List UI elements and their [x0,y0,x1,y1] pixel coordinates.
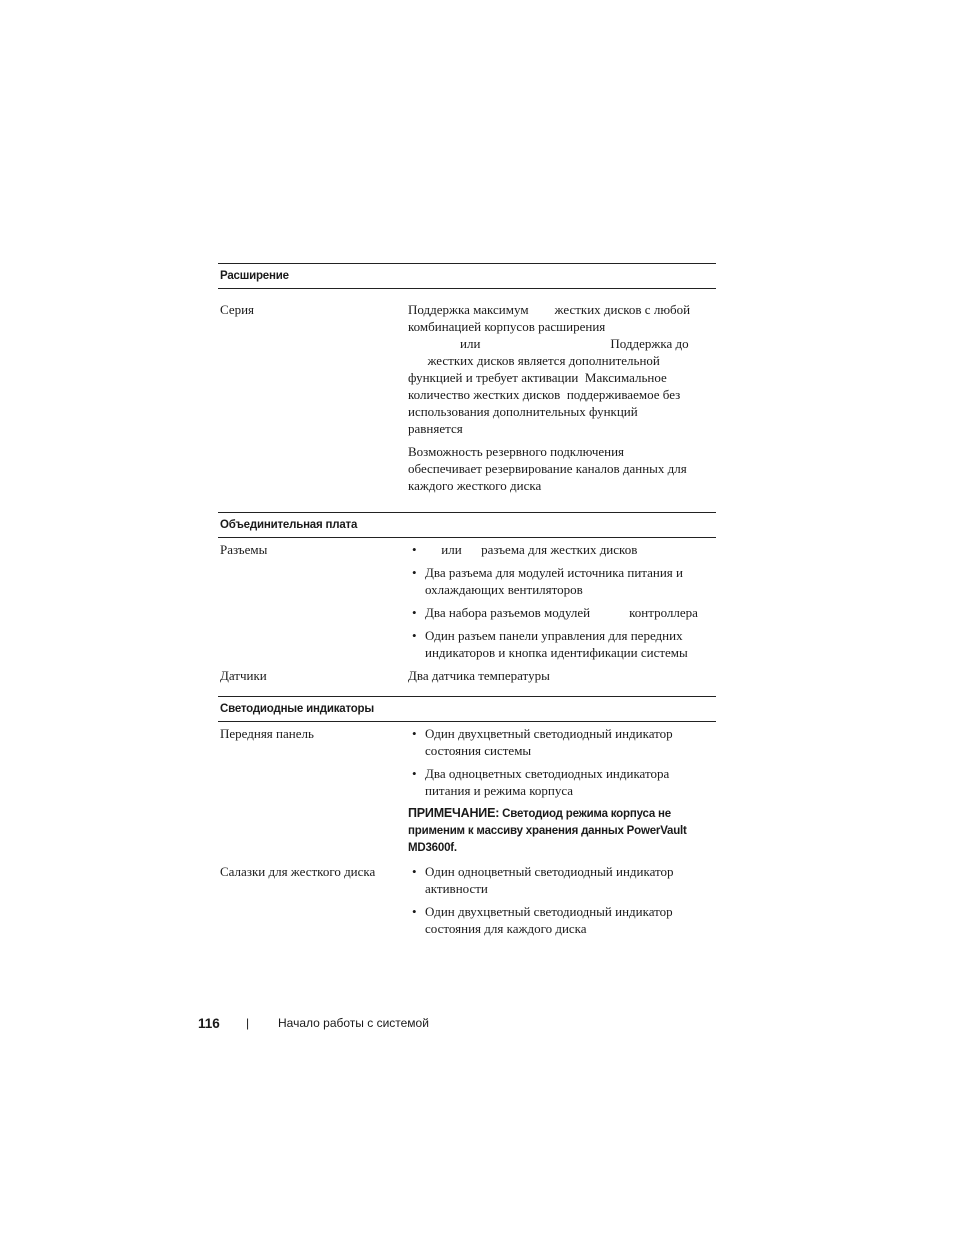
row-value-connectors [408,541,716,661]
footer-separator: | [246,1016,250,1030]
bullet-icon: • [412,864,417,879]
row-connectors [218,538,716,661]
list-item: • Два набора разъемов модулей контроллера [412,605,698,620]
section-heading-expansion: Расширение [218,263,716,289]
section-heading-backplane: Объединительная плата [218,512,716,538]
row-value-series [408,301,716,494]
list-item: • Один двухцветный светодиодный индикатор состояния для каждого диска [412,904,673,936]
page-number: 116 [198,1016,220,1031]
bullet-icon: • [412,628,417,643]
bullet-icon: • [412,726,417,741]
list-item: • Два разъема для модулей источника питания и охлаждающих вентиляторов [412,565,683,597]
series-paragraph-2: Возможность резервного подключения обеспечивает резервирование каналов данных для каждого жесткого диска [408,444,687,493]
row-label-front-panel: Передняя панель [220,726,314,741]
row-value-front-panel [408,725,716,857]
note-text: Светодиод режима корпуса не применим к массиву хранения данных PowerVault MD3600f. [408,808,687,854]
list-item: • Один двухцветный светодиодный индикатор состояния системы [412,726,673,758]
list-item: • Один одноцветный светодиодный индикатор активности [412,864,674,896]
list-item: • Два одноцветных светодиодных индикатора питания и режима корпуса [412,766,670,798]
bullet-icon: • [412,542,417,557]
section-heading-leds: Светодиодные индикаторы [218,696,716,722]
row-label-sensors: Датчики [220,668,267,683]
row-series [218,289,716,512]
row-label-drive-carrier: Салазки для жесткого диска [220,864,376,879]
footer-title: Начало работы с системой [278,1016,429,1030]
bullet-icon: • [412,565,417,580]
list-item: • Один разъем панели управления для передних индикаторов и кнопка идентификации системы [412,628,688,660]
row-value-drive-carrier [408,863,716,937]
list-item: • или разъема для жестких дисков [412,542,638,557]
bullet-icon: • [412,904,417,919]
series-paragraph-1: Поддержка максимум жестких дисков с любой комбинацией корпусов расширения или Поддержка до жестких дисков является дополнительной функцией и требует активации Максимальное количество жестких дисков поддерживаемое без использования дополнительных функций равняется [408,302,691,436]
bullet-icon: • [412,605,417,620]
row-front-panel [218,722,716,857]
row-drive-carrier [218,863,716,937]
row-sensors [218,667,716,696]
note-block [408,805,716,857]
bullet-icon: • [412,766,417,781]
row-value-sensors: Два датчика температуры [408,668,550,683]
row-label-series: Серия [220,302,255,317]
row-label-connectors: Разъемы [220,542,268,557]
specifications-table [218,263,716,943]
note-keyword: ПРИМЕЧАНИЕ: [408,806,500,820]
